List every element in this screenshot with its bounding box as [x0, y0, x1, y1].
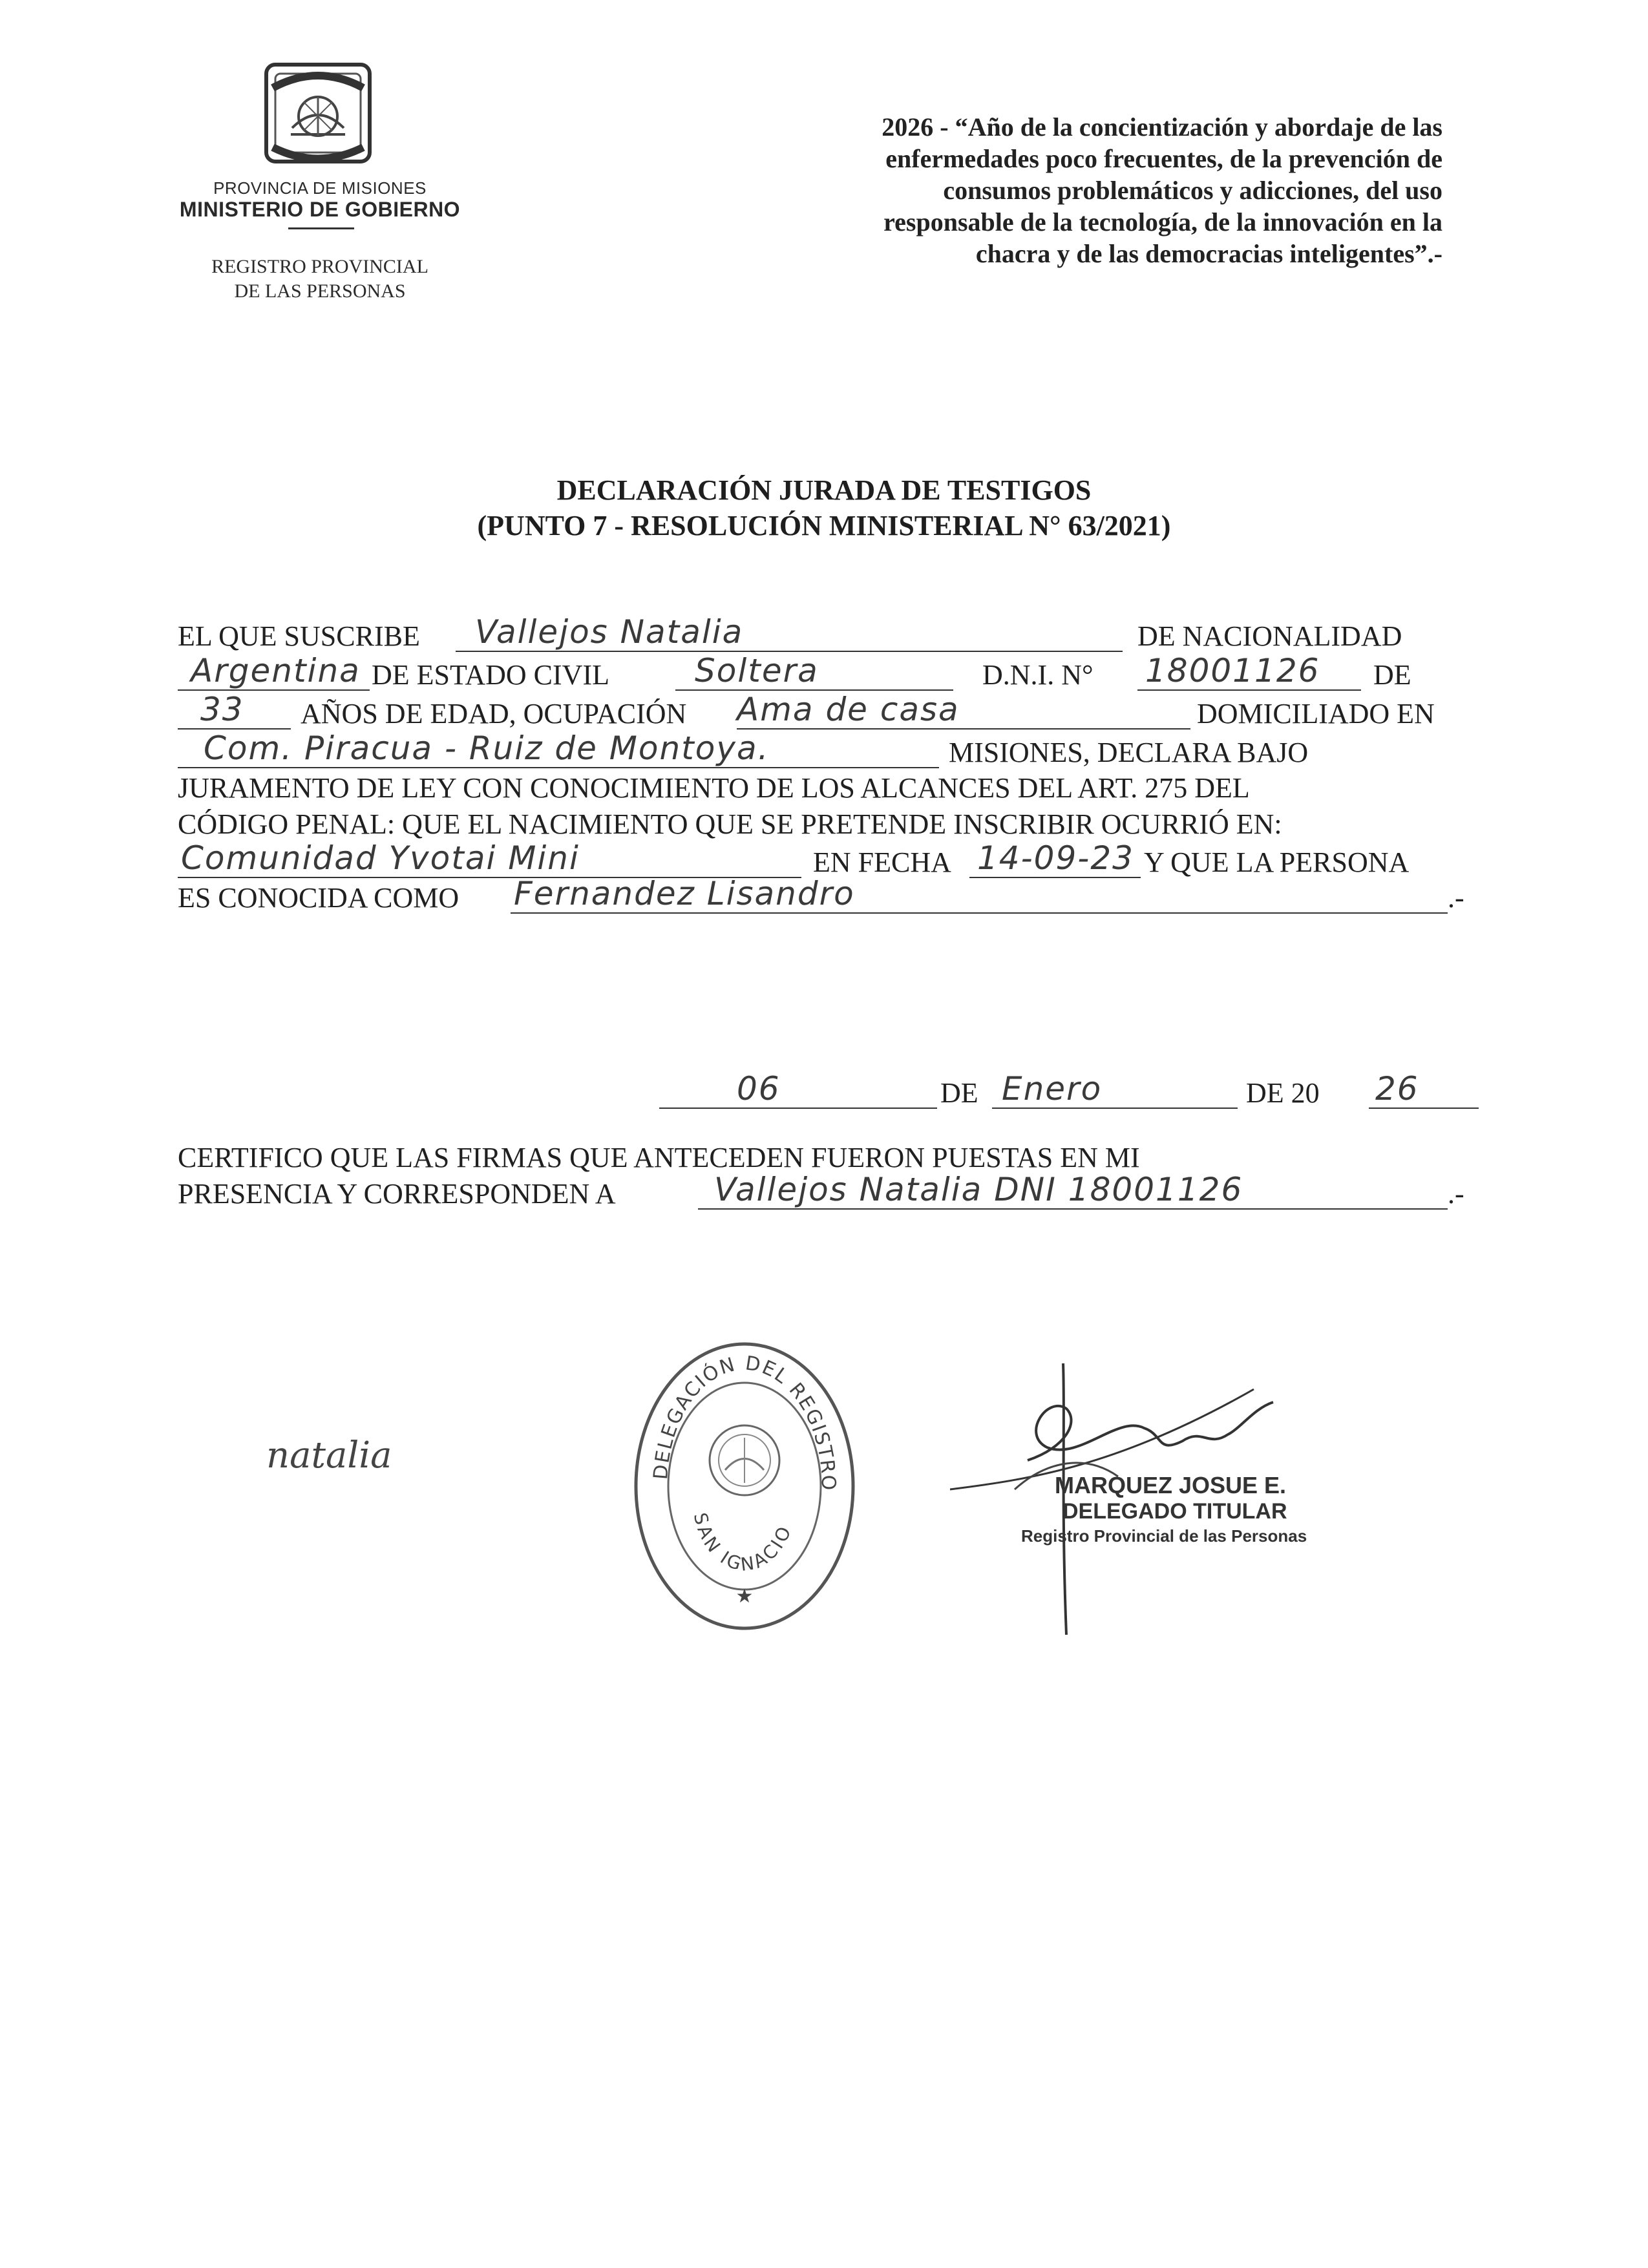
province-name: PROVINCIA DE MISIONES — [213, 178, 427, 198]
signer-name: MARQUEZ JOSUE E. — [1055, 1472, 1287, 1498]
label-de: DE — [1373, 659, 1411, 691]
end-mark: .- — [1448, 882, 1464, 914]
header-divider — [288, 227, 354, 229]
value-estado-civil: Soltera — [695, 652, 819, 689]
ministry-name: MINISTERIO DE GOBIERNO — [179, 198, 461, 221]
label-suscribe: EL QUE SUSCRIBE — [178, 620, 420, 652]
value-fecha: 14-09-23 — [977, 839, 1134, 877]
witness-handwritten-signature: natalia — [266, 1434, 392, 1476]
form-line-1 — [0, 613, 1648, 656]
certify-text: CERTIFICO QUE LAS FIRMAS QUE ANTECEDEN FUERON PUESTAS EN MI — [178, 1142, 1140, 1173]
value-nacionalidad: Argentina — [191, 652, 361, 689]
value-firmante: Vallejos Natalia DNI 18001126 — [714, 1171, 1243, 1208]
label-estado-civil: DE ESTADO CIVIL — [372, 659, 609, 691]
label-misiones: MISIONES, DECLARA BAJO — [949, 737, 1309, 768]
signer-role: DELEGADO TITULAR — [1062, 1499, 1287, 1524]
svg-text:DELEGACIÓN DEL REGISTRO PROVIN: DELEGACIÓN DEL REGISTRO — [649, 1352, 840, 1492]
svg-text:SAN IGNACIO: SAN IGNACIO — [689, 1510, 797, 1576]
motto-line: 2026 - “Año de la concientización y abordaje de las — [882, 112, 1442, 142]
certify-end-mark: .- — [1448, 1178, 1464, 1210]
value-edad: 33 — [200, 691, 244, 728]
label-de-year: DE 20 — [1246, 1077, 1320, 1109]
value-year: 26 — [1375, 1070, 1419, 1108]
value-conocida: Fernandez Lisandro — [514, 875, 855, 912]
day-blank — [659, 1075, 937, 1109]
registry-name-line2: DE LAS PERSONAS — [234, 280, 406, 302]
label-dni: D.N.I. N° — [982, 659, 1093, 691]
label-de-month: DE — [940, 1077, 978, 1109]
certify-label: PRESENCIA Y CORRESPONDEN A — [178, 1178, 616, 1210]
motto-line: responsable de la tecnología, de la innovación en la — [883, 207, 1442, 236]
value-ocupacion: Ama de casa — [737, 691, 960, 728]
form-line-6 — [0, 805, 1648, 844]
text-codigo-penal: CÓDIGO PENAL: QUE EL NACIMIENTO QUE SE PRETENDE INSCRIBIR OCURRIÓ EN: — [178, 808, 1282, 840]
label-conocida: ES CONOCIDA COMO — [178, 882, 460, 914]
motto-line: chacra y de las democracias inteligentes”.- — [975, 239, 1442, 268]
form-line-4 — [0, 730, 1648, 772]
form-line-5 — [0, 769, 1648, 808]
svg-text:★: ★ — [735, 1586, 754, 1607]
document-subtitle: (PUNTO 7 - RESOLUCIÓN MINISTERIAL N° 63/2021) — [477, 510, 1171, 541]
registry-name-line1: REGISTRO PROVINCIAL — [211, 256, 428, 277]
document-title: DECLARACIÓN JURADA DE TESTIGOS — [556, 474, 1092, 506]
motto-line: consumos problemáticos y adicciones, del uso — [943, 176, 1442, 205]
registry-seal-stamp — [628, 1338, 861, 1635]
motto-line: enfermedades poco frecuentes, de la prevención de — [885, 144, 1442, 173]
value-month: Enero — [1002, 1070, 1103, 1108]
signer-office: Registro Provincial de las Personas — [1021, 1526, 1307, 1546]
label-en-fecha: EN FECHA — [813, 846, 951, 878]
label-domiciliado: DOMICILIADO EN — [1197, 698, 1435, 730]
value-lugar: Comunidad Yvotai Mini — [181, 839, 580, 877]
label-persona: Y QUE LA PERSONA — [1144, 846, 1410, 878]
value-day: 06 — [737, 1070, 781, 1108]
form-line-8 — [0, 875, 1648, 918]
value-dni: 18001126 — [1145, 652, 1320, 689]
date-line — [0, 1070, 1648, 1113]
label-edad-ocupacion: AÑOS DE EDAD, OCUPACIÓN — [301, 698, 687, 730]
certify-line-2 — [0, 1171, 1648, 1213]
form-line-2 — [0, 652, 1648, 695]
value-name: Vallejos Natalia — [475, 613, 744, 651]
value-domicilio: Com. Piracua - Ruiz de Montoya. — [204, 730, 770, 767]
province-coat-of-arms-logo — [253, 57, 383, 173]
text-juramento: JURAMENTO DE LEY CON CONOCIMIENTO DE LOS ALCANCES DEL ART. 275 DEL — [178, 772, 1250, 804]
year-motto — [672, 111, 1442, 269]
label-nacionalidad: DE NACIONALIDAD — [1137, 620, 1402, 652]
form-line-3 — [0, 691, 1648, 733]
